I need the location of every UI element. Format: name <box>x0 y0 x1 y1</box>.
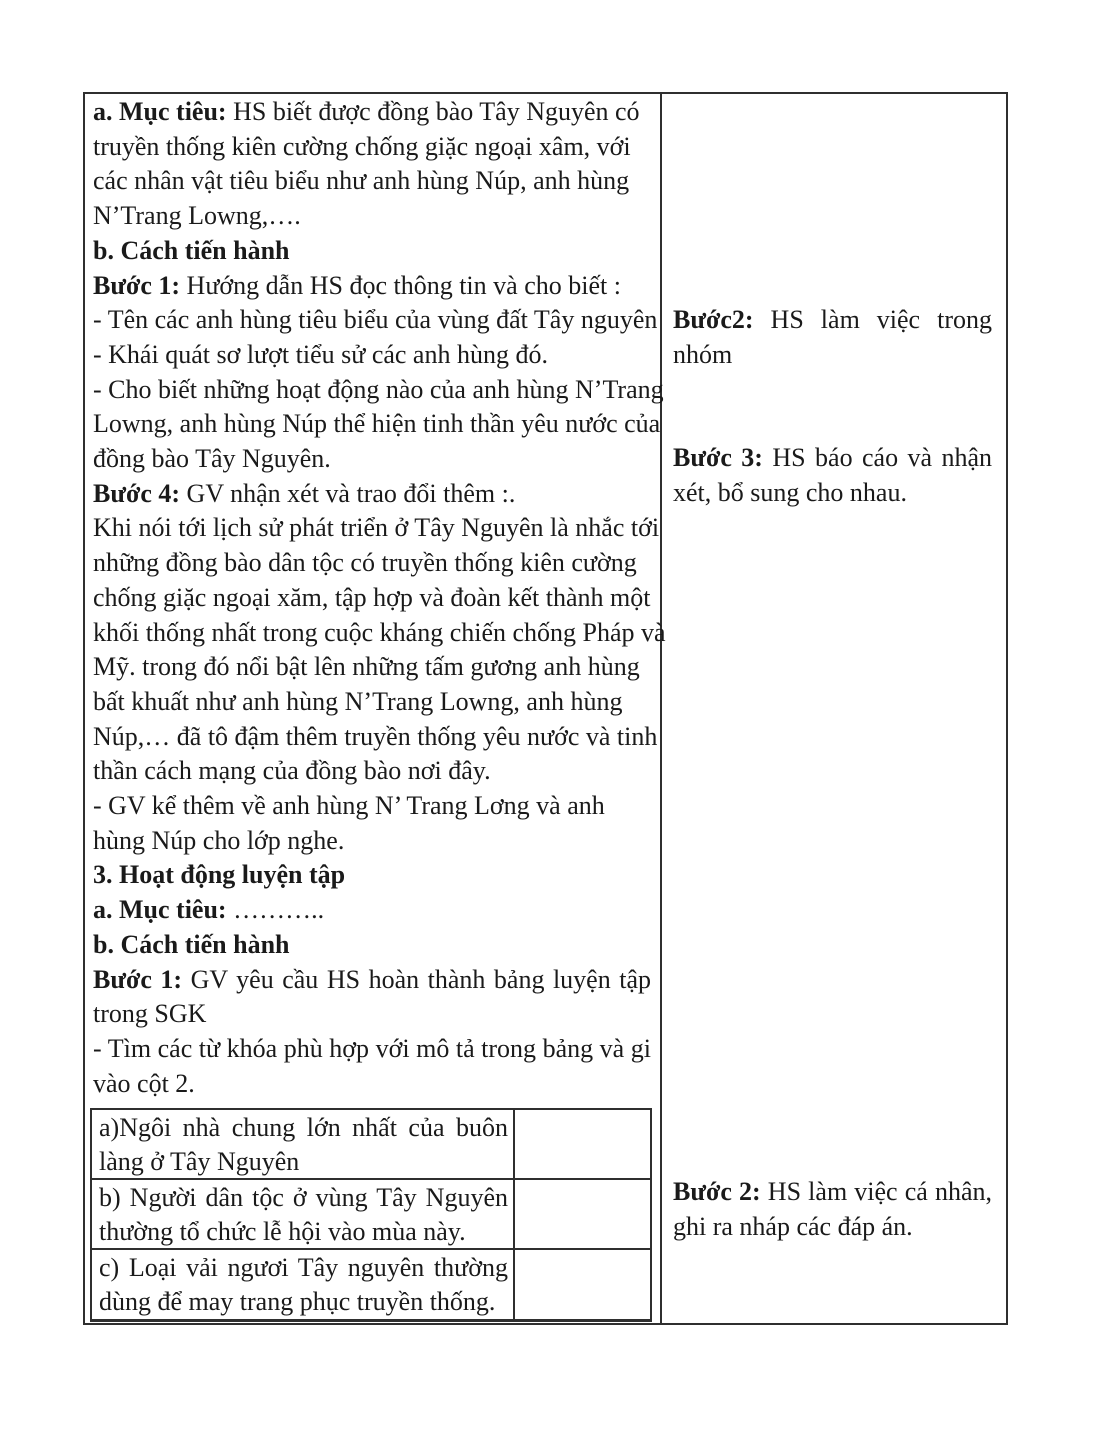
text-line <box>93 199 651 234</box>
text-line <box>93 685 651 720</box>
cell-text-line: làng ở Tây Nguyên <box>99 1147 300 1176</box>
step-note <box>673 441 992 510</box>
text-run: hùng Núp cho lớp nghe. <box>93 825 345 855</box>
bold-run: a. Mục tiêu: <box>93 895 227 925</box>
text-line <box>93 234 651 269</box>
bold-run: Bước 1: <box>93 964 183 994</box>
description-cell <box>92 1110 515 1178</box>
text-run: - Khái quát sơ lượt tiểu sử các anh hùng đó. <box>93 339 548 369</box>
bold-run: Bước2: <box>673 305 754 334</box>
cell-text-line: thường tổ chức lễ hội vào mùa này. <box>99 1217 466 1246</box>
text-run: những đồng bào dân tộc có truyền thống kiên cường <box>93 548 637 578</box>
note-line: xét, bổ sung cho nhau. <box>673 477 907 507</box>
text-line <box>93 95 651 130</box>
text-run: chống giặc ngoại xăm, tập hợp và đoàn kết thành một <box>93 582 651 612</box>
text-line <box>93 858 651 893</box>
text-run: Hướng dẫn HS đọc thông tin và cho biết : <box>180 270 621 300</box>
table-row <box>92 1180 650 1250</box>
text-run: HS làm việc cá nhân, <box>760 1177 992 1206</box>
text-line <box>93 928 651 963</box>
answer-cell <box>515 1110 650 1178</box>
table-row <box>92 1110 650 1180</box>
text-run: truyền thống kiên cường chống giặc ngoại xâm, với <box>93 131 631 161</box>
text-run: - Tên các anh hùng tiêu biểu của vùng đất Tây nguyên <box>93 305 658 335</box>
bold-run: a. Mục tiêu: <box>93 97 227 126</box>
bold-run: 3. Hoạt động luyện tập <box>93 860 346 890</box>
text-line <box>93 789 651 824</box>
text-line <box>93 720 658 755</box>
text-run: Mỹ. trong đó nổi bật lên những tấm gương anh hùng <box>93 652 640 682</box>
text-run: ……….. <box>226 895 325 925</box>
text-line <box>93 477 651 512</box>
step-note <box>673 303 992 372</box>
text-run: HS làm việc trong <box>753 305 992 334</box>
text-line <box>93 511 660 546</box>
cell-text-line: b) Người dân tộc ở vùng Tây Nguyên <box>99 1183 508 1212</box>
table-row <box>92 1250 650 1319</box>
text-line <box>93 997 651 1032</box>
text-run: GV yêu cầu HS hoàn thành bảng luyện tập <box>182 964 651 994</box>
text-run: HS báo cáo và nhận <box>762 443 993 472</box>
cell-text-line: a)Ngôi nhà chung lớn nhất của buôn <box>99 1113 508 1142</box>
text-line <box>93 824 651 859</box>
activities-column <box>85 94 666 1101</box>
text-line <box>93 442 651 477</box>
text-run: đồng bào Tây Nguyên. <box>93 444 331 474</box>
bold-run: b. Cách tiến hành <box>93 235 290 265</box>
text-run: thần cách mạng của đồng bào nơi đây. <box>93 756 491 786</box>
text-line <box>93 338 651 373</box>
notes-column <box>662 94 1006 1323</box>
text-run: GV nhận xét và trao đổi thêm :. <box>180 478 516 508</box>
text-run: khối thống nhất trong cuộc kháng chiến chống Pháp và <box>93 617 666 647</box>
step-note <box>673 1175 992 1244</box>
bold-run: Bước 2: <box>673 1177 761 1206</box>
text-run: Núp,… đã tô đậm thêm truyền thống yêu nước và tinh <box>93 721 658 751</box>
text-line <box>93 164 651 199</box>
text-line <box>93 303 658 338</box>
text-line <box>93 1067 651 1102</box>
bold-run: Bước 1: <box>93 270 181 300</box>
text-line <box>93 130 651 165</box>
text-run: Lowng, anh hùng Núp thể hiện tinh thần yêu nước của <box>93 409 661 439</box>
text-run: N’Trang Lowng,…. <box>93 201 301 231</box>
cell-text-line: c) Loại vải ngươi Tây nguyên thường <box>99 1253 508 1282</box>
text-run: - Cho biết những hoạt động nào của anh hùng N’Trang <box>93 374 664 404</box>
text-line <box>93 407 661 442</box>
text-line <box>93 616 666 651</box>
text-line <box>93 269 651 304</box>
bold-run: Bước 3: <box>673 443 763 472</box>
description-cell <box>92 1250 515 1319</box>
note-line: nhóm <box>673 339 733 369</box>
text-line <box>93 373 664 408</box>
note-line: ghi ra nháp các đáp án. <box>673 1211 913 1241</box>
text-run: bất khuất như anh hùng N’Trang Lowng, anh hùng <box>93 686 623 716</box>
text-line <box>93 1032 651 1067</box>
answer-cell <box>515 1250 650 1319</box>
text-run: trong SGK <box>93 999 207 1029</box>
text-line <box>93 546 651 581</box>
cell-text-line: dùng để may trang phục truyền thống. <box>99 1287 496 1316</box>
answer-cell <box>515 1180 650 1248</box>
note-line <box>673 1175 992 1210</box>
bold-run: b. Cách tiến hành <box>93 929 290 959</box>
description-cell <box>92 1180 515 1248</box>
lesson-plan-table <box>83 92 1008 1325</box>
text-run: các nhân vật tiêu biểu như anh hùng Núp, anh hùng <box>93 166 630 196</box>
text-run: - GV kể thêm về anh hùng N’ Trang Lơng và anh <box>93 791 605 821</box>
note-line <box>673 441 992 476</box>
bold-run: Bước 4: <box>93 478 181 508</box>
text-line <box>93 963 651 998</box>
text-run: Khi nói tới lịch sử phát triển ở Tây Nguyên là nhắc tới <box>93 513 660 543</box>
note-line <box>673 303 992 338</box>
text-run: HS biết được đồng bào Tây Nguyên có <box>226 97 640 126</box>
text-line <box>93 650 651 685</box>
text-run: - Tìm các từ khóa phù hợp với mô tả trong bảng và gi <box>93 1033 651 1063</box>
text-line <box>93 893 651 928</box>
text-line <box>93 581 651 616</box>
text-run: vào cột 2. <box>93 1068 195 1098</box>
text-line <box>93 754 651 789</box>
exercise-table <box>90 1108 652 1322</box>
